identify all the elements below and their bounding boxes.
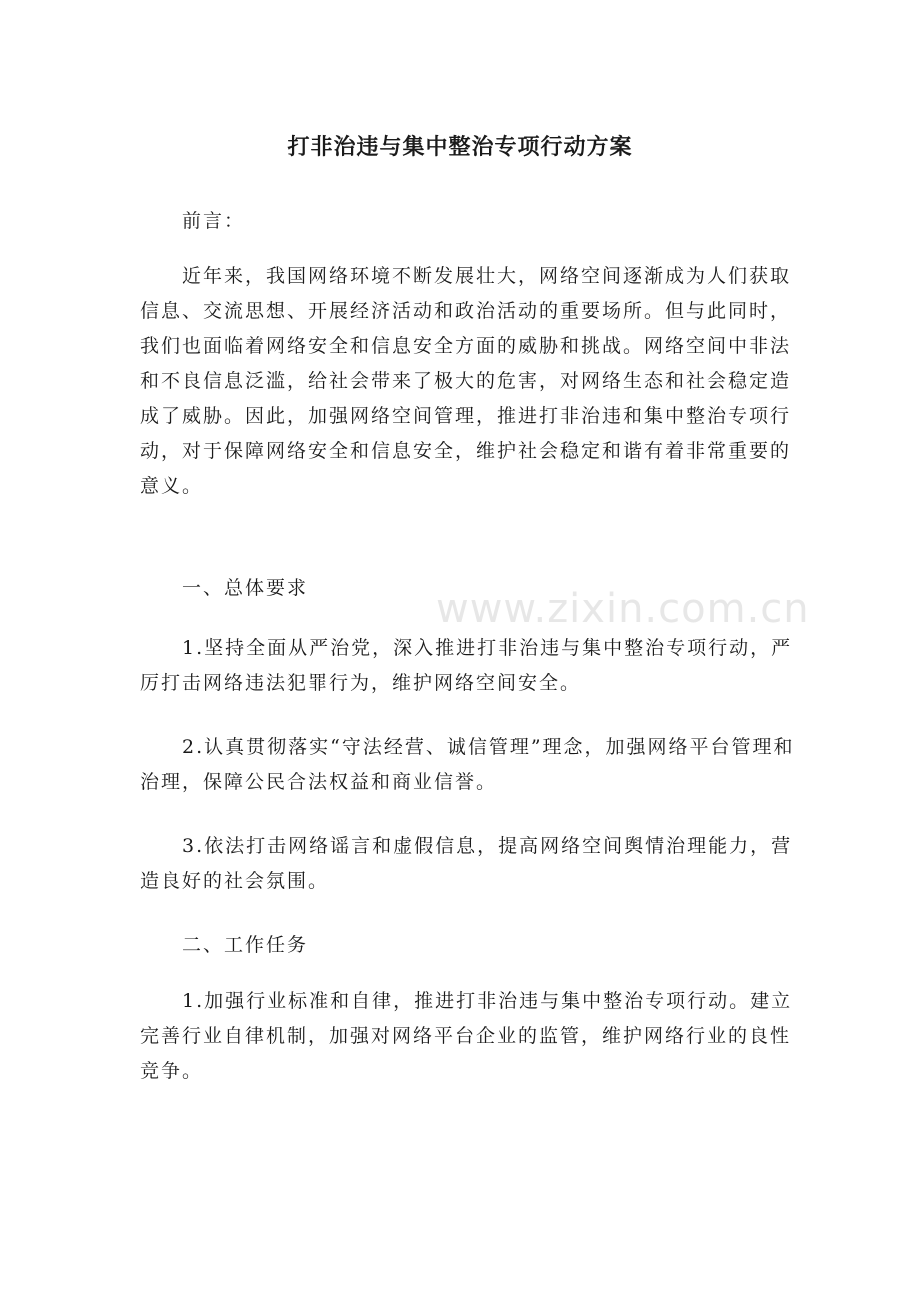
requirement-item-1: 1.坚持全面从严治党，深入推进打非治违与集中整治专项行动，严厉打击网络违法犯罪行为，维护网络空间安全。 <box>140 637 793 694</box>
section-heading-general-requirements: 一、总体要求 <box>182 577 309 599</box>
watermark: www.zixin.com.cn <box>436 586 810 632</box>
requirement-item-3: 3.依法打击网络谣言和虚假信息，提高网络空间舆情治理能力，营造良好的社会氛围。 <box>140 835 793 892</box>
section-heading-work-tasks: 二、工作任务 <box>182 934 309 956</box>
task-item-1: 1.加强行业标准和自律，推进打非治违与集中整治专项行动。建立完善行业自律机制，加强对网络平台企业的监管，维护网络行业的良性竞争。 <box>140 990 793 1082</box>
preface-label: 前言： <box>182 210 246 232</box>
document-title: 打非治违与集中整治专项行动方案 <box>287 135 633 160</box>
preface-paragraph: 近年来，我国网络环境不断发展壮大，网络空间逐渐成为人们获取信息、交流思想、开展经济活动和政治活动的重要场所。但与此同时，我们也面临着网络安全和信息安全方面的威胁和挑战。网络空间中非法和不良信息泛滥，给社会带来了极大的危害，对网络生态和社会稳定造成了威胁。因此，加强网络空间管理，推进打非治违和集中整治专项行动，对于保障网络安全和信息安全，维护社会稳定和谐有着非常重要的意义。 <box>140 265 792 497</box>
requirement-item-2: 2.认真贯彻落实“守法经营、诚信管理”理念，加强网络平台管理和治理，保障公民合法权益和商业信誉。 <box>140 736 795 793</box>
